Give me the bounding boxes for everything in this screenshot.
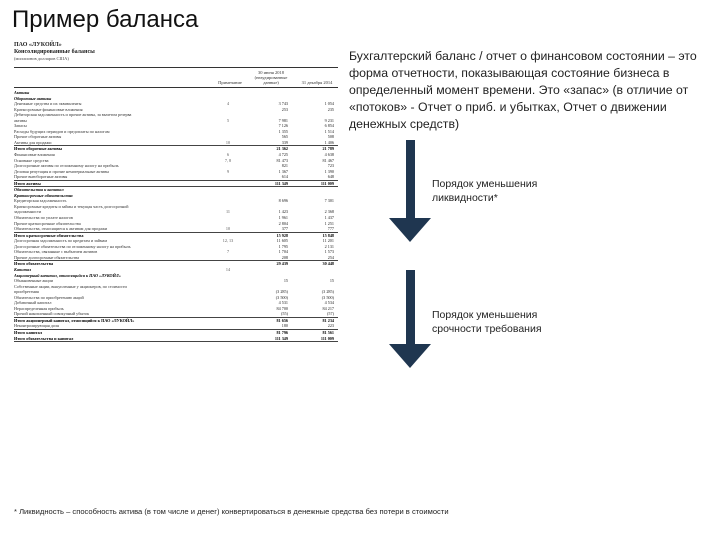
header-rule	[14, 67, 338, 68]
row-value-b: 1 514	[324, 128, 334, 134]
slide-title: Пример баланса	[12, 6, 199, 33]
row-value-b: 84 217	[322, 305, 334, 311]
row-label: Обязательства, связанные с выбытием активов	[14, 249, 98, 255]
row-label: Краткосрочные обязательства	[14, 192, 73, 198]
row-value-b: 508	[327, 134, 334, 140]
row-label: Итого обязательства и капитал	[14, 335, 74, 341]
row-label: Активы для продажи	[14, 139, 52, 145]
row-value-a: 253	[281, 106, 288, 112]
row-label: Собственные акции, выкупленные у акционеров, по стоимости	[14, 283, 127, 289]
row-value-b: 777	[327, 226, 334, 232]
row-note: 5	[226, 117, 230, 123]
row-label: Обязательства, относящиеся к активам для продажи	[14, 226, 108, 232]
liquidity-arrow-label: Порядок уменьшения ликвидности*	[432, 178, 538, 204]
row-label: Итого краткосрочные обязательства	[14, 232, 84, 238]
row-label: Краткосрочные финансовые вложения	[14, 106, 83, 112]
row-note: 11	[225, 209, 231, 215]
row-label: Капитал	[14, 266, 32, 272]
row-value-b: 4 534	[324, 300, 334, 306]
row-label: Долгосрочные активы по отложенному налогу на прибыль	[14, 163, 119, 169]
row-value-b: 1 054	[324, 101, 334, 107]
row-value-a: 81 473	[276, 157, 288, 163]
row-value-a: 821	[281, 163, 288, 169]
row-value-a: 3 743	[278, 101, 288, 107]
row-note: 12, 13	[222, 238, 234, 244]
row-label: Итого оборотные активы	[14, 146, 63, 152]
row-label: Расходы будущих периодов и предоплаты по налогам	[14, 128, 110, 134]
row-value-a: 4 725	[278, 152, 288, 158]
row-label: Прочие оборотные активы	[14, 134, 62, 140]
col-note-header: Примечание	[218, 80, 242, 85]
row-note: 4	[226, 101, 230, 107]
row-value-a: 84 700	[276, 305, 288, 311]
row-note: 6	[226, 152, 230, 158]
row-value-b: (3 285)	[321, 289, 334, 295]
row-value-a: 4 531	[278, 300, 288, 306]
row-value-a: 2 804	[278, 220, 288, 226]
row-value-b: 723	[327, 163, 334, 169]
row-label: Акционерный капитал, относящийся к ПАО «ЛУКОЙЛ»	[14, 272, 121, 278]
row-label: задолженности	[14, 209, 42, 215]
row-value-b: 81 561	[322, 329, 334, 335]
row-label: Финансовые вложения	[14, 152, 55, 158]
row-value-b: 1 573	[324, 249, 334, 255]
row-label: Прочий накопленный совокупный убыток	[14, 311, 90, 317]
row-value-a: 614	[281, 174, 288, 180]
maturity-arrow-label: Порядок уменьшения срочности требования	[432, 309, 542, 335]
row-value-b: 254	[327, 254, 334, 260]
row-value-b: 111 009	[320, 335, 334, 341]
row-value-a: 1 795	[278, 243, 288, 249]
row-label: Дебиторская задолженность и прочие активы, за вычетом резерва	[14, 112, 132, 118]
row-label: Добавочный капитал	[14, 300, 52, 306]
row-label: приобретения	[14, 289, 39, 295]
row-note: 14	[225, 266, 231, 272]
report-units: (миллионов долларов США)	[14, 56, 69, 61]
row-value-b: 15 848	[322, 232, 334, 238]
row-label: Прочие внеоборотные активы	[14, 174, 68, 180]
row-value-a: 377	[281, 226, 288, 232]
maturity-arrow	[389, 270, 431, 368]
row-value-a: 81 656	[276, 317, 288, 323]
row-label: Активы	[14, 90, 30, 95]
row-value-b: 6 854	[324, 123, 334, 129]
row-value-b: 1 406	[324, 139, 334, 145]
row-value-b: 11 201	[322, 238, 334, 244]
row-value-a: 565	[281, 134, 288, 140]
row-value-a: 11 605	[276, 238, 288, 244]
liquidity-arrow	[389, 140, 431, 242]
row-label: Нераспределенная прибыль	[14, 305, 64, 311]
row-value-b: 81 234	[322, 317, 334, 323]
row-value-a: 1 423	[278, 209, 288, 215]
row-value-a: (3 500)	[275, 294, 288, 300]
row-label: Кредиторская задолженность	[14, 198, 67, 204]
col-a-header: 30 июня 2018 (неаудированные данные)	[254, 70, 288, 85]
row-value-a: 1 355	[278, 128, 288, 134]
table-row	[14, 336, 338, 343]
row-label: Обыкновенные акции	[14, 278, 53, 284]
row-label: Долгосрочная задолженность по кредитам и займам	[14, 238, 107, 244]
report-title: Консолидированные балансы	[14, 49, 95, 55]
description-text: Бухгалтерский баланс / отчет о финансовом состоянии – это форма отчетности, показывающая состояние бизнеса в определенный момент времени. Это «запас» (в отличие от «потоков» - Отчет о приб. и убытках, Отчет о движении денежных средств)	[349, 49, 697, 131]
row-label: активы	[14, 117, 27, 123]
row-value-b: 111 009	[320, 180, 334, 186]
row-label: Краткосрочные кредиты и займы и текущая часть долгосрочной	[14, 203, 129, 209]
row-value-a: 1 367	[278, 168, 288, 174]
company-name: ПАО «ЛУКОЙЛ»	[14, 42, 62, 48]
row-value-b: 4 638	[324, 152, 334, 158]
row-value-b: (3 500)	[321, 294, 334, 300]
row-value-a: 7 126	[278, 123, 288, 129]
row-value-a: 1 961	[278, 215, 288, 221]
row-note: 10	[225, 139, 231, 145]
header-rule-bottom	[14, 87, 338, 88]
row-value-b: 235	[327, 106, 334, 112]
row-label: Итого капитал	[14, 329, 43, 335]
row-value-b: (57)	[327, 311, 334, 317]
row-label: Основные средства	[14, 157, 49, 163]
balance-sheet-document	[14, 42, 338, 502]
row-value-b: 648	[327, 174, 334, 180]
row-value-b: 15	[329, 278, 334, 284]
row-value-a: 21 362	[276, 146, 288, 152]
row-value-a: 208	[281, 254, 288, 260]
row-note: 7	[226, 249, 230, 255]
row-value-a: 1 704	[278, 249, 288, 255]
row-label: Денежные средства и их эквиваленты	[14, 101, 82, 107]
row-label: Итого активы	[14, 180, 41, 186]
row-label: Деловая репутация и прочие нематериальные активы	[14, 168, 110, 174]
row-value-a: 339	[281, 139, 288, 145]
row-label: Обязательства по приобретению акций	[14, 294, 84, 300]
row-value-b: 7 301	[324, 198, 334, 204]
row-label: Итого обязательства	[14, 261, 54, 267]
row-value-b: 81 467	[322, 157, 334, 163]
row-note: 7, 8	[224, 157, 232, 163]
row-label: Оборотные активы	[14, 95, 52, 101]
row-value-a: (55)	[281, 311, 288, 317]
row-value-b: 2 368	[324, 209, 334, 215]
row-value-b: 223	[327, 323, 334, 329]
row-value-a: 111 349	[274, 180, 288, 186]
row-label: Прочие краткосрочные обязательства	[14, 220, 81, 226]
row-value-a: 111 349	[274, 335, 288, 341]
row-value-b: 2 131	[324, 243, 334, 249]
row-label: Прочие долгосрочные обязательства	[14, 254, 80, 260]
balance-rows	[14, 90, 338, 342]
row-value-b: 1 437	[324, 215, 334, 221]
row-value-a: (3 285)	[275, 289, 288, 295]
row-note: 10	[225, 226, 231, 232]
row-value-a: 180	[281, 323, 288, 329]
row-label: Запасы	[14, 123, 27, 129]
row-value-a: 15 928	[276, 232, 288, 238]
row-value-b: 1 251	[324, 220, 334, 226]
row-value-b: 30 448	[322, 261, 334, 267]
row-value-b: 9 231	[324, 117, 334, 123]
col-b-header: 31 декабря 2014	[301, 80, 333, 85]
row-label: Долгосрочные обязательства по отложенному налогу на прибыль	[14, 243, 131, 249]
row-value-a: 81 796	[276, 329, 288, 335]
row-label: Обязательства по уплате налогов	[14, 215, 73, 221]
row-label: Итого акционерный капитал, относящийся к ПАО «ЛУКОЙЛ»	[14, 317, 135, 323]
row-label: Обязательства и капитал	[14, 187, 64, 193]
footnote: * Ликвидность – способность актива (в том числе и денег) конвертироваться в денежные средства без потери в стоимости	[14, 507, 449, 516]
row-value-a: 7 981	[278, 117, 288, 123]
row-value-a: 29 439	[276, 261, 288, 267]
row-value-b: 1 390	[324, 168, 334, 174]
row-value-a: 15	[283, 278, 288, 284]
row-value-b: 21 789	[322, 146, 334, 152]
row-label: Неконтролирующая доля	[14, 323, 59, 329]
row-value-a: 8 696	[278, 198, 288, 204]
row-note: 9	[226, 168, 230, 174]
